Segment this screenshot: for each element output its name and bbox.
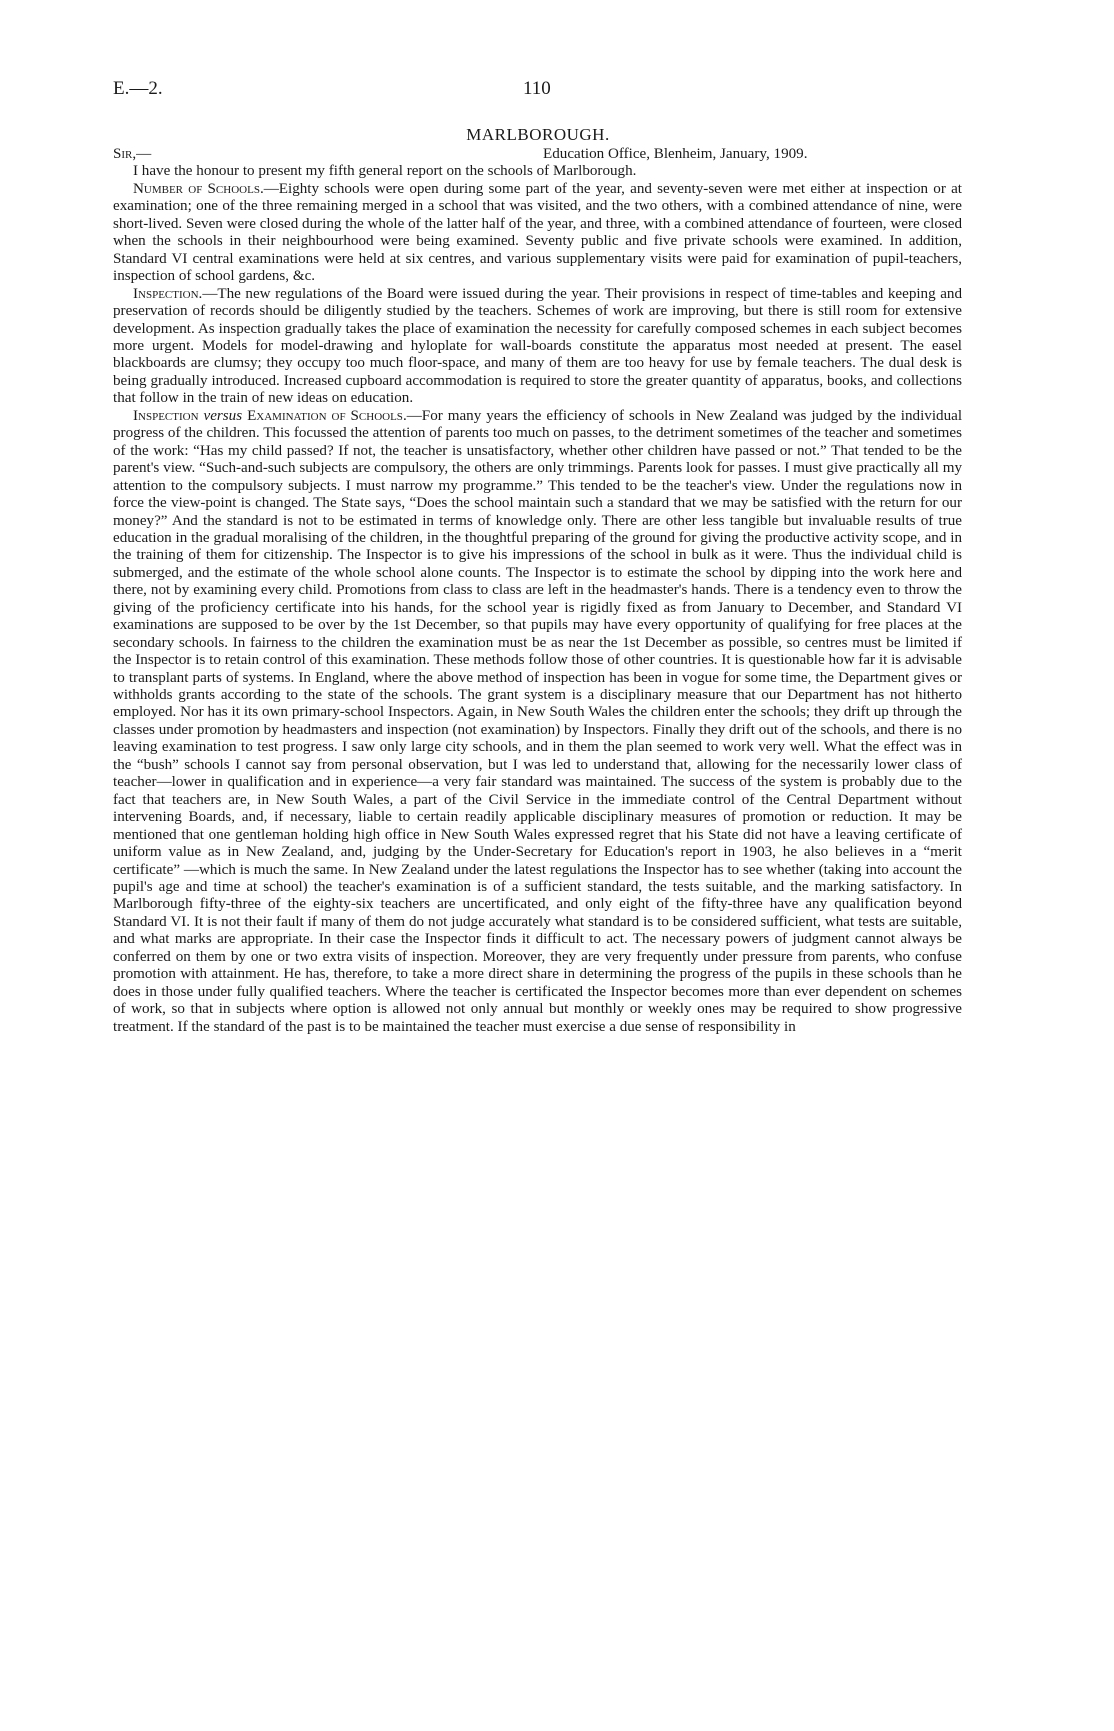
page-number: 110 — [523, 78, 551, 99]
report-title: MARLBOROUGH. — [466, 125, 610, 144]
dateline: Education Office, Blenheim, January, 1909. — [543, 146, 808, 162]
report-body — [113, 146, 962, 1036]
page-header — [113, 78, 963, 108]
section-number-of-schools — [113, 181, 962, 286]
salutation: Sir,— — [113, 146, 152, 162]
section-inspection — [113, 286, 962, 408]
intro-paragraph: I have the honour to present my fifth general report on the schools of Marlborough. — [133, 163, 637, 180]
section-text: .—Eighty schools were open during some part of the year, and seventy-seven were met either at inspection or at examination; one of the three remaining merged in a school that was visited, and the two others, with a combined attendance of nine, were short-lived. Seven were closed during the whole of the latter half of the year, and three, with a combined attendance of fourteen, were closed when the schools in their neighbourhood were being examined. Seventy public and five private schools were examined. In addition, Standard VI central examinations were held at six centres, and various supplementary visits were paid for examination of pupil-teachers, inspection of school gardens, &c. — [113, 180, 962, 285]
salutation-row — [113, 146, 962, 163]
section-heading: Examination of Schools — [247, 407, 403, 424]
section-heading: Inspection — [133, 285, 199, 302]
section-text: .—For many years the efficiency of schools in New Zealand was judged by the individual progress of the children. This focussed the attention of parents too much on passes, to the detriment sometimes of the teacher and sometimes of the work: “Has my child passed? If not, the teacher is unsatisfactory, whether other children have passed or not.” That tended to be the parent's view. “Such-and-such subjects are compulsory, the others are only trimmings. Parents look for passes. I must give practically all my attention to the compulsory subjects. I must narrow my programme.” This tended to be the teacher's view. Under the regulations now in force the view-point is changed. The State says, “Does the school maintain such a standard that we may be satisfied with the return for our money?” And the standard is not to be estimated in terms of knowledge only. There are other less tangible but invaluable results of true education in the gradual moralising of the children, in the thoughtful preparing of the ground for giving the productive activity scope, and in the training of them for citizenship. The Inspector is to give his impressions of the school in bulk as it were. Thus the individual child is submerged, and the estimate of the whole school alone counts. The Inspector is to estimate the school by dipping into the work here and there, not by examining every child. Promotions from class to class are left in the headmaster's hands. There is a tendency even to throw the giving of the proficiency certificate into his hands, for the school year is rigidly fixed as from January to December, and Standard VI examinations are supposed to be over by the 1st December, so that pupils may have every opportunity of qualifying for free places at the secondary schools. In fairness to the children the examination must be as near the 1st December as possible, so centres must be limited if the Inspector is to retain control of this examination. These methods follow those of other countries. It is questionable how far it is advisable to transplant parts of systems. In England, where the above method of inspection has been in vogue for some time, the Department gives or withholds grants according to the state of the schools. The grant system is a disciplinary measure that our Department has not hitherto employed. Nor has it its own primary-school Inspectors. Again, in New South Wales the children enter the schools; they drift up through the classes under promotion by headmasters and inspection (not examination) by Inspectors. Finally they drift out of the schools, and there is no leaving examination to test progress. I saw only large city schools, and in them the plan seemed to work very well. What the effect was in the “bush” schools I cannot say from personal observation, but I was led to understand that, allowing for the necessarily lower class of teacher—lower in qualification and in experience—a very fair standard was maintained. The success of the system is probably due to the fact that teachers are, in New South Wales, a part of the Civil Service in the immediate control of the Central Department without intervening Boards, and, if necessary, liable to certain readily applicable disciplinary measures of promotion or reduction. It may be mentioned that one gentleman holding high office in New South Wales expressed regret that his State did not have a leaving certificate of uniform value as in New Zealand, and, judging by the Under-Secretary for Education's report in 1903, he also believes in a “merit certificate” —which is much the same. In New Zealand under the latest regulations the Inspector has to see whether (taking into account the pupil's age and time at school) the teacher's examination is of a sufficient standard, the tests suitable, and the marking satisfactory. In Marlborough fifty-three of the eighty-six teachers are uncertificated, and only eight of the fifty-three have any qualification beyond Standard VI. It is not their fault if many of them do not judge accurately what standard is to be considered sufficient, what tests are suitable, and what marks are appropriate. In their case the Inspector finds it difficult to act. The necessary powers of judgment cannot always be conferred on them by one or two extra visits of inspection. Moreover, they are very frequently under pressure from parents, who confuse promotion with attainment. He has, therefore, to take a more direct share in determining the progress of the pupils in these schools than he does in those under fully qualified teachers. Where the teacher is certificated the Inspector becomes more than ever dependent on schemes of work, so that in subjects where option is allowed not only annual but monthly or weekly ones may be required to show progressive treatment. If the standard of the past is to be maintained the teacher must exercise a due sense of responsibility in — [113, 407, 963, 1035]
section-inspection-versus-examination — [113, 408, 962, 1036]
section-heading: Inspection — [133, 407, 199, 424]
section-heading-versus: versus — [203, 407, 243, 424]
section-text: .—The new regulations of the Board were issued during the year. Their provisions in respect of time-tables and keeping and preservation of records should be diligently studied by the teachers. Schemes of work are improving, but there is still room for extensive development. As inspection gradually takes the place of examination the necessity for carefully composed schemes in each subject becomes more urgent. Models for model-drawing and hyloplate for wall-boards constitute the apparatus most needed at present. The easel blackboards are clumsy; they occupy too much floor-space, and many of them are too heavy for use by female teachers. The dual desk is being gradually introduced. Increased cupboard accommodation is required to store the greater quantity of apparatus, books, and collections that follow in the train of new ideas on education. — [113, 285, 962, 407]
document-reference: E.—2. — [113, 78, 163, 99]
section-heading: Number of Schools — [133, 180, 260, 197]
